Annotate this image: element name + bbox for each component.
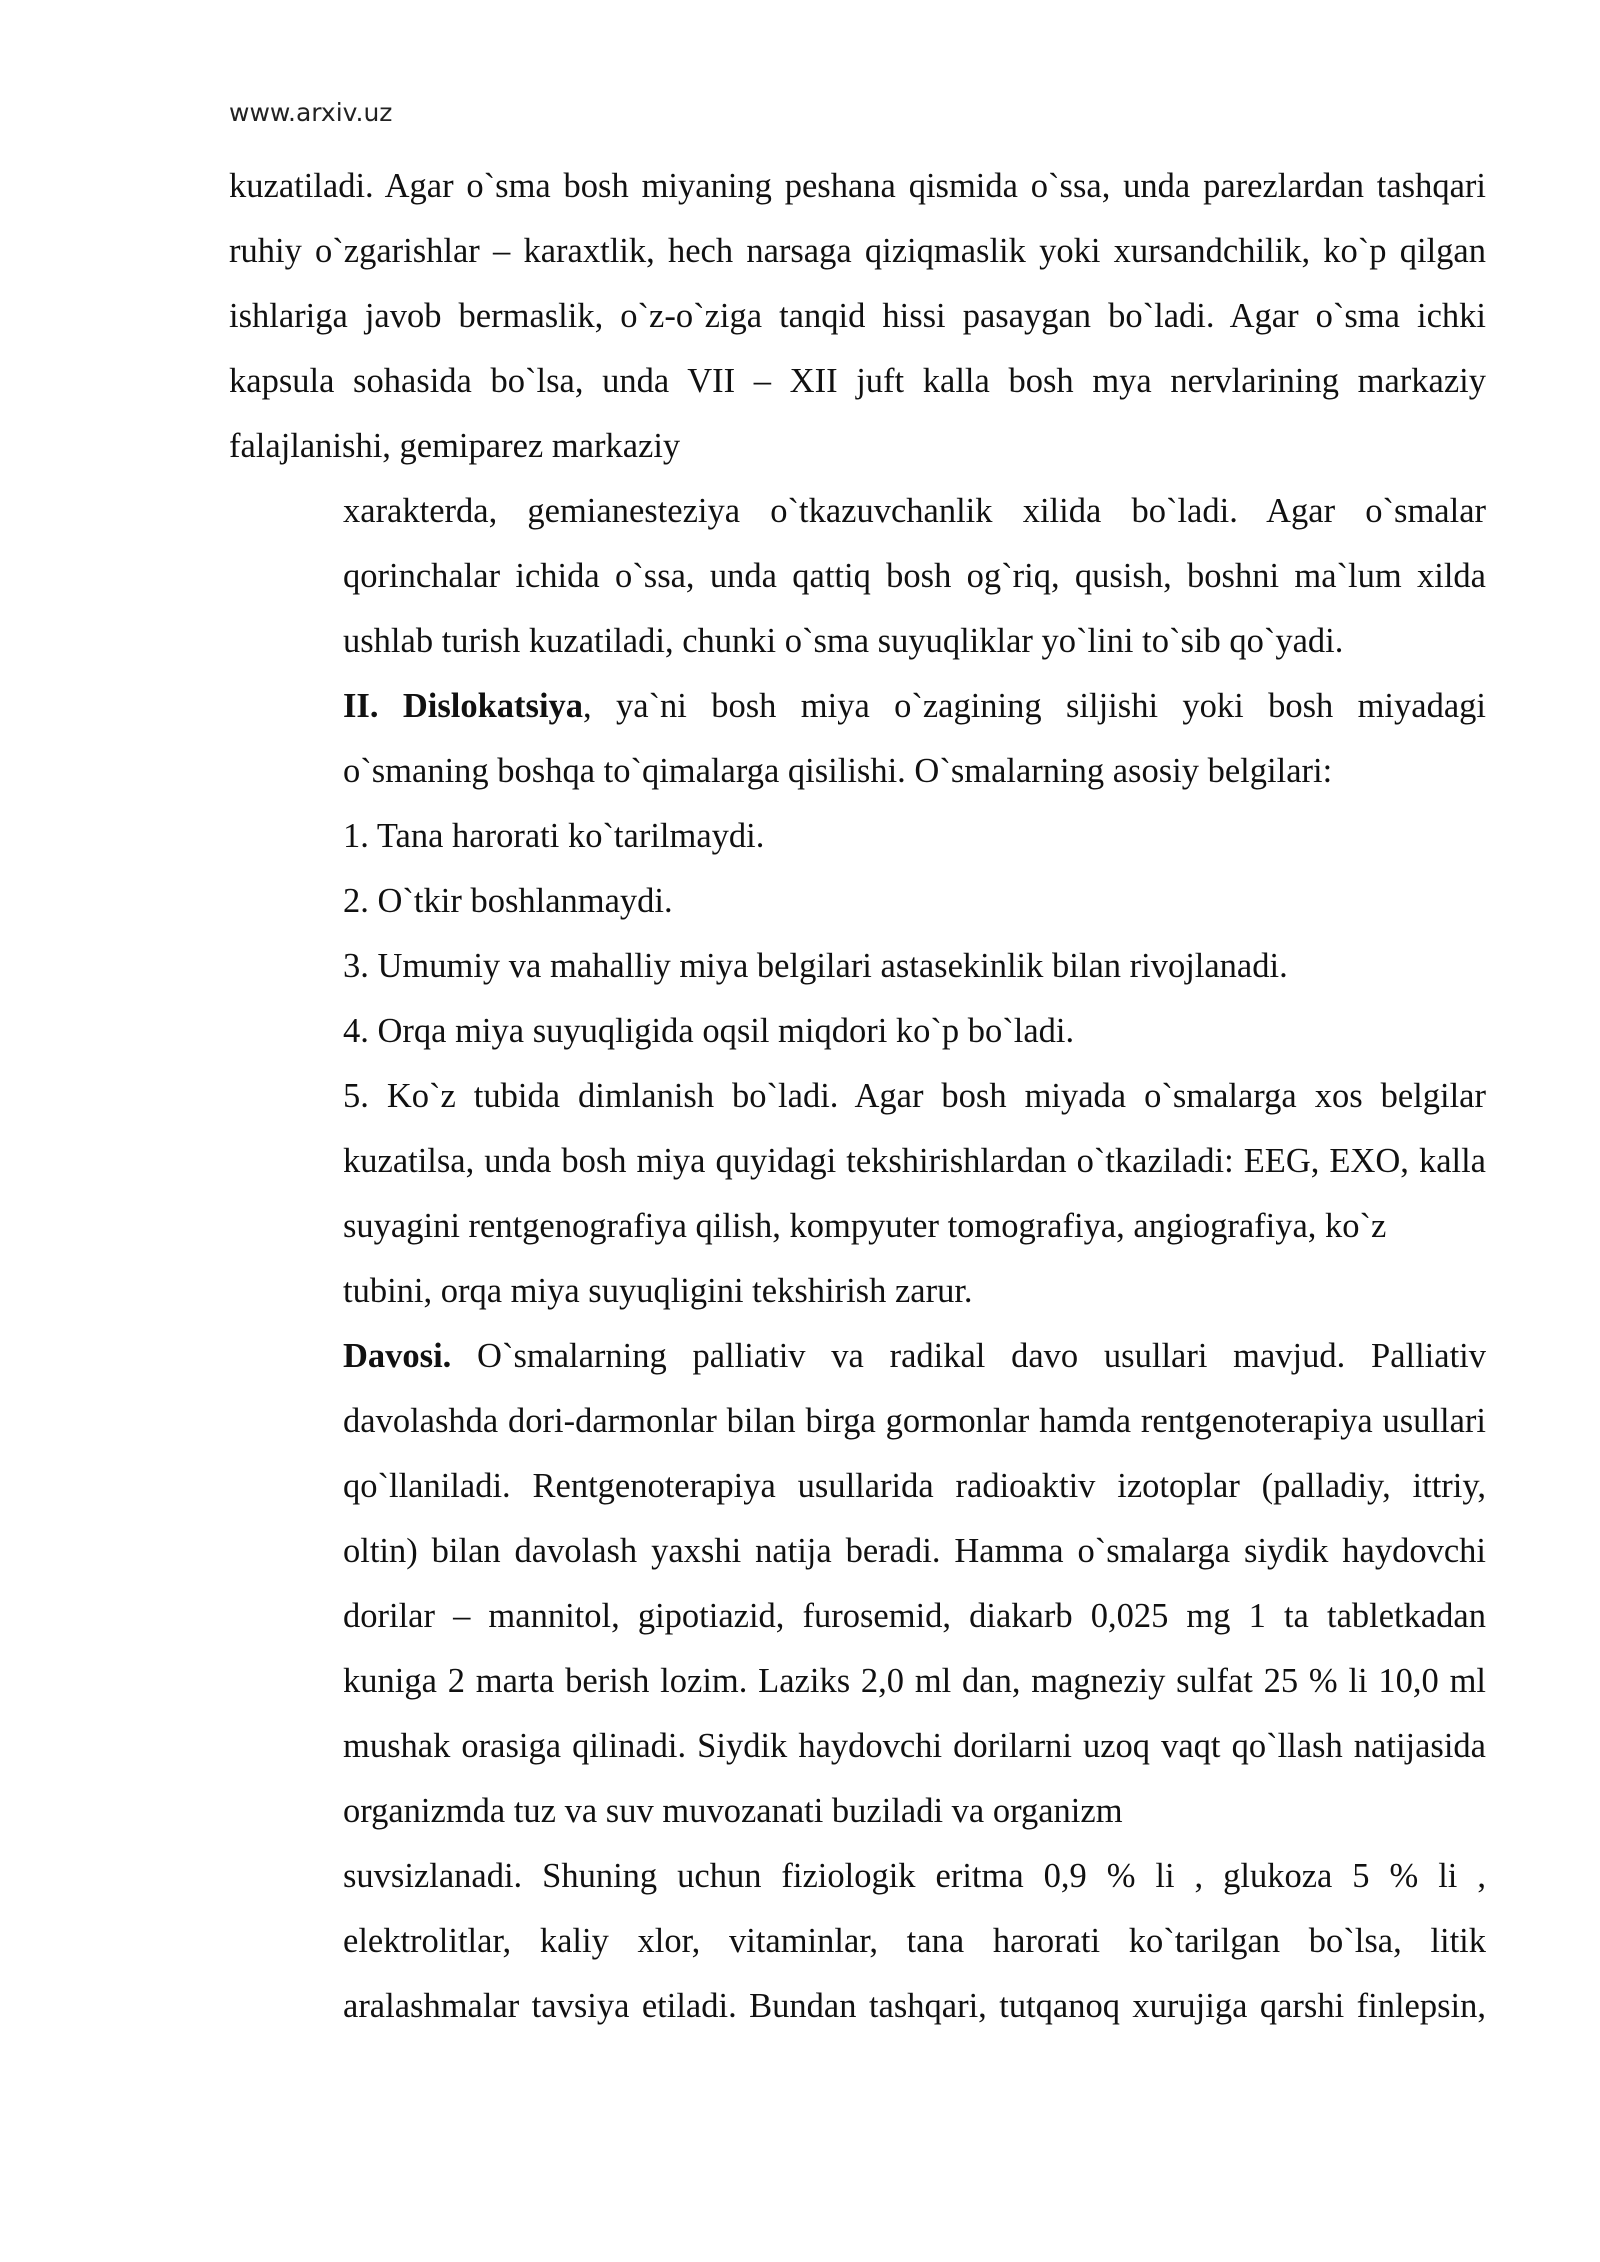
list-item-1: 1. Tana harorati ko`tarilmaydi. (343, 817, 765, 855)
section-heading-dislokatsiya: II. Dislokatsiya (343, 687, 584, 725)
site-watermark[interactable]: www.arxiv.uz (229, 98, 393, 127)
paragraph-dislokatsiya-text: , ya`ni bosh miya o`zagining siljishi yoki bosh miyadagi o`smaning boshqa to`qimalarga qisilishi. O`smalarning asosiy belgilari: (343, 687, 1486, 790)
list-item-4: 4. Orqa miya suyuqligida oqsil miqdori ko`p bo`ladi. (343, 1012, 1075, 1050)
paragraph-2: xarakterda, gemianesteziya o`tkazuvchanlik xilida bo`ladi. Agar o`smalar qorinchalar ichida o`ssa, unda qattiq bosh og`riq, qusish, boshni ma`lum xilda ushlab turish kuzatiladi, chunki o`sma suyuqliklar yo`lini to`sib qo`yadi. (343, 492, 1486, 660)
paragraph-davosi (229, 1324, 1486, 1844)
paragraph-dislokatsiya (229, 674, 1486, 804)
list-item-3: 3. Umumiy va mahalliy miya belgilari astasekinlik bilan rivojlanadi. (343, 947, 1288, 985)
document-body (229, 154, 1486, 2039)
section-heading-davosi: Davosi. (343, 1337, 452, 1375)
list-item-5: 5. Ko`z tubida dimlanish bo`ladi. Agar bosh miyada o`smalarga xos belgilar kuzatilsa, unda bosh miya quyidagi tekshirishlardan o`tkaziladi: EEG, EXO, kalla suyagini rentgenografiya qilish, kompyuter tomografiya, angiografiya, ko`z (343, 1077, 1486, 1245)
paragraph-davosi-text: O`smalarning palliativ va radikal davo usullari mavjud. Palliativ davolashda dori-darmonlar bilan birga gormonlar hamda rentgenoterapiya usullari qo`llaniladi. Rentgenoterapiya usullarida radioaktiv izotoplar (palladiy, ittriy, oltin) bilan davolash yaxshi natija beradi. Hamma o`smalarga siydik haydovchi dorilar – mannitol, gipotiazid, furosemid, diakarb 0,025 mg 1 ta tabletkadan kuniga 2 marta berish lozim. Laziks 2,0 ml dan, magneziy sulfat 25 % li 10,0 ml mushak orasiga qilinadi. Siydik haydovchi dorilarni uzoq vaqt qo`llash natijasida organizmda tuz va suv muvozanati buziladi va organizm (343, 1337, 1486, 1830)
paragraph-1: kuzatiladi. Agar o`sma bosh miyaning peshana qismida o`ssa, unda parezlardan tashqari ruhiy o`zgarishlar – karaxtlik, hech narsaga qiziqmaslik yoki xursandchilik, ko`p qilgan ishlariga javob bermaslik, o`z-o`ziga tanqid hissi pasaygan bo`ladi. Agar o`sma ichki kapsula sohasida bo`lsa, unda VII – XII juft kalla bosh mya nervlarining markaziy falajlanishi, gemiparez markaziy (229, 167, 1486, 465)
paragraph-tubini: tubini, orqa miya suyuqligini tekshirish zarur. (343, 1272, 973, 1310)
paragraph-suvsizlanadi: suvsizlanadi. Shuning uchun fiziologik eritma 0,9 % li , glukoza 5 % li , elektrolitlar, kaliy xlor, vitaminlar, tana harorati ko`tarilgan bo`lsa, litik aralashmalar tavsiya etiladi. Bundan tashqari, tutqanoq xurujiga qarshi finlepsin, (343, 1857, 1486, 2025)
list-item-2: 2. O`tkir boshlanmaydi. (343, 882, 673, 920)
